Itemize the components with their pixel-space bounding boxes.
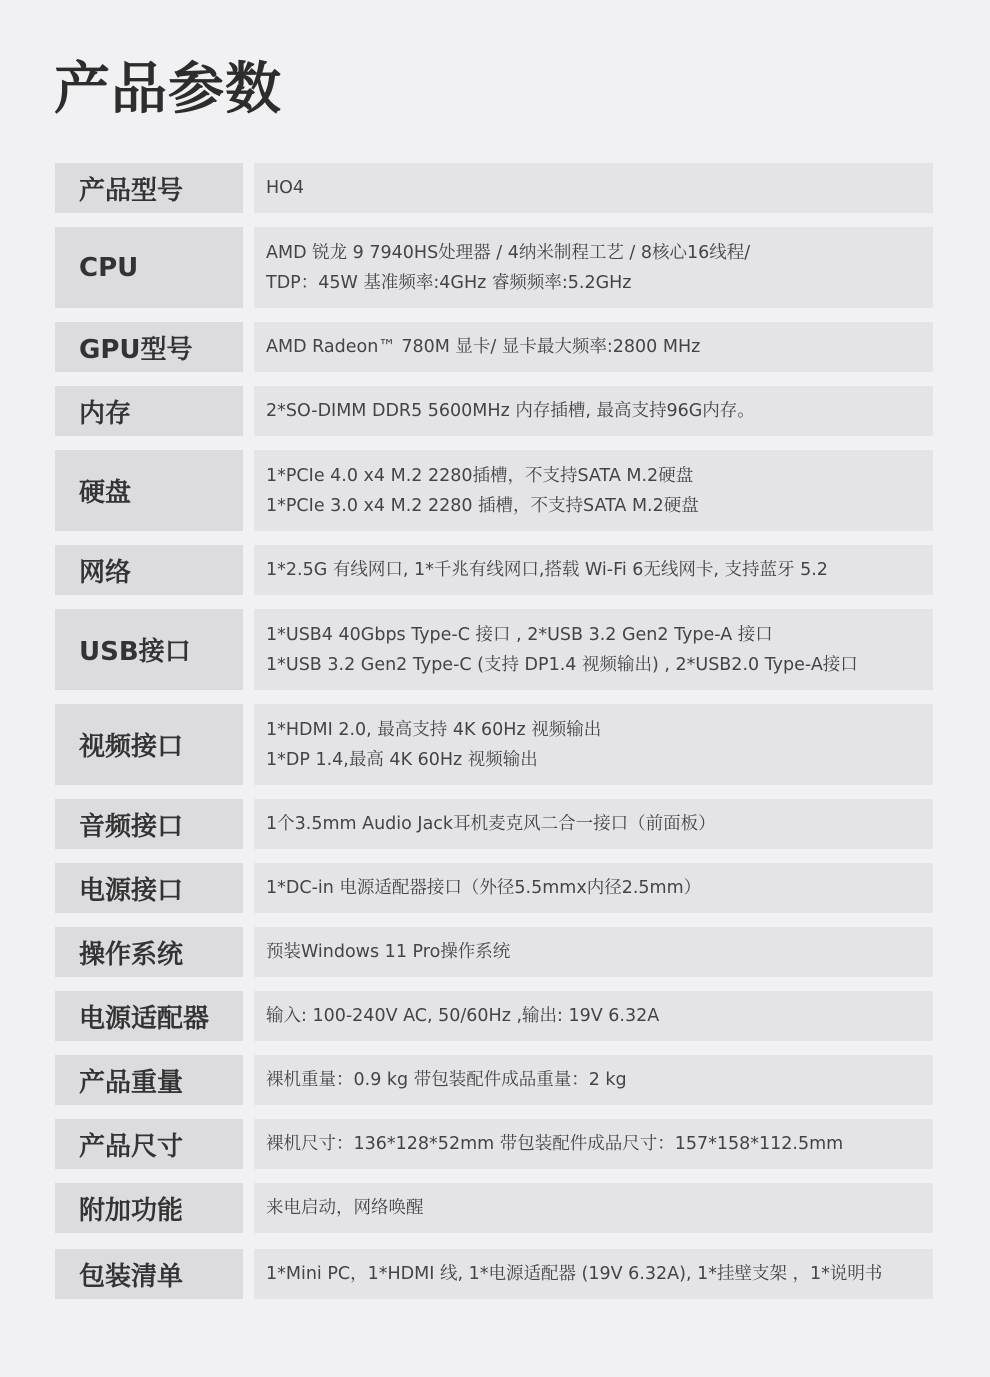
spec-value — [254, 1183, 933, 1233]
spec-value-line: TDP：45W 基准频率:4GHz 睿频频率:5.2GHz — [266, 272, 632, 293]
spec-row — [55, 863, 933, 913]
spec-value — [254, 227, 933, 308]
spec-label: 音频接口 — [55, 799, 243, 849]
page-title: 产品参数 — [54, 57, 282, 122]
spec-label: GPU型号 — [55, 322, 243, 372]
spec-row — [55, 1249, 933, 1299]
spec-row — [55, 227, 933, 308]
spec-value — [254, 991, 933, 1041]
spec-label: 产品型号 — [55, 163, 243, 213]
spec-value-line: 输入: 100-240V AC, 50/60Hz ,输出: 19V 6.32A — [266, 1006, 660, 1026]
spec-value — [254, 545, 933, 595]
spec-value — [254, 1119, 933, 1169]
spec-row — [55, 1119, 933, 1169]
spec-value — [254, 704, 933, 785]
spec-value — [254, 322, 933, 372]
spec-value-line: HO4 — [266, 178, 305, 198]
spec-value — [254, 386, 933, 436]
spec-row — [55, 545, 933, 595]
spec-row — [55, 704, 933, 785]
spec-row — [55, 927, 933, 977]
spec-value-line: 2*SO-DIMM DDR5 5600MHz 内存插槽, 最高支持96G内存。 — [266, 401, 755, 421]
spec-label: 产品尺寸 — [55, 1119, 243, 1169]
spec-value-line: 1*Mini PC，1*HDMI 线, 1*电源适配器 (19V 6.32A), 1*挂壁支架 ，1*说明书 — [266, 1264, 883, 1284]
spec-value — [254, 609, 933, 690]
spec-value-line: AMD Radeon™ 780M 显卡/ 显卡最大频率:2800 MHz — [266, 337, 701, 357]
spec-value-line: 1*DP 1.4,最高 4K 60Hz 视频输出 — [266, 749, 538, 770]
spec-label: 电源适配器 — [55, 991, 243, 1041]
spec-value-line: 来电启动，网络唤醒 — [266, 1198, 424, 1218]
spec-value — [254, 799, 933, 849]
spec-row — [55, 450, 933, 531]
spec-row — [55, 1055, 933, 1105]
spec-value-line: 1个3.5mm Audio Jack耳机麦克风二合一接口（前面板） — [266, 814, 716, 834]
spec-value — [254, 1055, 933, 1105]
spec-label: 视频接口 — [55, 704, 243, 785]
spec-value — [254, 1249, 933, 1299]
spec-label: 附加功能 — [55, 1183, 243, 1233]
spec-row — [55, 799, 933, 849]
spec-value-line: 1*PCIe 3.0 x4 M.2 2280 插槽，不支持SATA M.2硬盘 — [266, 495, 699, 516]
spec-value — [254, 863, 933, 913]
spec-label: 网络 — [55, 545, 243, 595]
spec-value-line: 裸机尺寸：136*128*52mm 带包装配件成品尺寸：157*158*112.5mm — [266, 1134, 844, 1154]
spec-value-line: 1*HDMI 2.0, 最高支持 4K 60Hz 视频输出 — [266, 719, 602, 740]
spec-row — [55, 163, 933, 213]
spec-row — [55, 386, 933, 436]
spec-value-line: 1*2.5G 有线网口, 1*千兆有线网口,搭载 Wi-Fi 6无线网卡, 支持蓝牙 5.2 — [266, 560, 828, 580]
spec-label: 产品重量 — [55, 1055, 243, 1105]
spec-label: USB接口 — [55, 609, 243, 690]
spec-label: 内存 — [55, 386, 243, 436]
spec-value-line: 裸机重量：0.9 kg 带包装配件成品重量：2 kg — [266, 1070, 627, 1090]
spec-value-line: 1*USB4 40Gbps Type-C 接口 , 2*USB 3.2 Gen2 Type-A 接口 — [266, 624, 773, 645]
spec-label: 电源接口 — [55, 863, 243, 913]
spec-row — [55, 991, 933, 1041]
spec-label: 硬盘 — [55, 450, 243, 531]
spec-value-line: 1*PCIe 4.0 x4 M.2 2280插槽，不支持SATA M.2硬盘 — [266, 465, 694, 486]
spec-value-line: 1*DC-in 电源适配器接口（外径5.5mmx内径2.5mm） — [266, 878, 702, 898]
spec-label: 操作系统 — [55, 927, 243, 977]
spec-value-line: 1*USB 3.2 Gen2 Type-C (支持 DP1.4 视频输出) , 2*USB2.0 Type-A接口 — [266, 654, 858, 675]
spec-row — [55, 322, 933, 372]
spec-value — [254, 450, 933, 531]
spec-value — [254, 927, 933, 977]
spec-value-line: AMD 锐龙 9 7940HS处理器 / 4纳米制程工艺 / 8核心16线程/ — [266, 242, 751, 263]
spec-row — [55, 1183, 933, 1233]
spec-row — [55, 609, 933, 690]
spec-label: CPU — [55, 227, 243, 308]
spec-value-line: 预装Windows 11 Pro操作系统 — [266, 942, 511, 962]
spec-label: 包装清单 — [55, 1249, 243, 1299]
spec-value — [254, 163, 933, 213]
